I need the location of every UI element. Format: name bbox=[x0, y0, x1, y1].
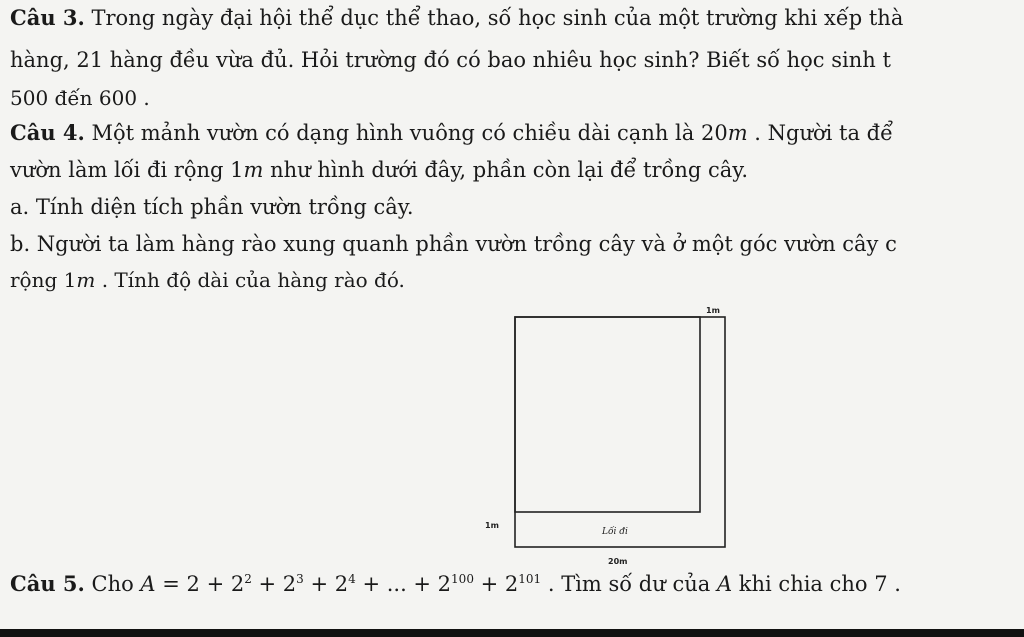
q5-exp-3: 3 bbox=[296, 572, 304, 586]
q4-part-b-line-2 bbox=[10, 268, 405, 292]
q4-line-2 bbox=[10, 158, 748, 182]
q5-suffix-a: . Tìm số dư của bbox=[541, 572, 717, 596]
q5-exp-101: 101 bbox=[518, 572, 542, 586]
q3-line-1 bbox=[10, 6, 903, 30]
bottom-border bbox=[0, 629, 1024, 637]
q3-text-1: Trong ngày đại hội thể dục thể thao, số học sinh của một trường khi xếp thà bbox=[84, 6, 904, 30]
q3-line-2: hàng, 21 hàng đều vừa đủ. Hỏi trường đó có bao nhiêu học sinh? Biết số học sinh t bbox=[10, 48, 891, 72]
q5-var-a-2: A bbox=[716, 572, 733, 596]
q4-part-b-line-1: b. Người ta làm hàng rào xung quanh phần vườn trồng cây và ở một góc vườn cây c bbox=[10, 232, 897, 256]
q5-plus-3: + 2 bbox=[473, 572, 519, 596]
q4-unit-1: m bbox=[727, 121, 748, 145]
q4-unit-3: m bbox=[76, 268, 96, 292]
q4-text-1a: Một mảnh vườn có dạng hình vuông có chiều dài cạnh là 20 bbox=[84, 121, 728, 145]
q4-label: Câu 4. bbox=[10, 120, 85, 145]
q5-plus-2: + 2 bbox=[303, 572, 349, 596]
q4-text-1b: . Người ta để bbox=[747, 121, 894, 145]
q5-label: Câu 5. bbox=[10, 571, 85, 596]
q3-label: Câu 3. bbox=[10, 5, 85, 30]
garden-planting-area bbox=[515, 317, 700, 512]
q4-text-2a: vườn làm lối đi rộng 1 bbox=[10, 158, 244, 182]
q3-line-3: 500 đến 600 . bbox=[10, 86, 150, 110]
q5-exp-2: 2 bbox=[244, 572, 252, 586]
q4-line-1 bbox=[10, 121, 893, 145]
q5-plus-1: + 2 bbox=[251, 572, 297, 596]
q5-expr-start: = 2 + 2 bbox=[155, 572, 245, 596]
garden-figure bbox=[470, 300, 750, 570]
q5-exp-4: 4 bbox=[348, 572, 356, 586]
q5-dots: + ... + 2 bbox=[355, 572, 452, 596]
q5-var-a: A bbox=[140, 572, 156, 596]
label-top-width: 1m bbox=[706, 306, 720, 315]
q4-part-a: a. Tính diện tích phần vườn trồng cây. bbox=[10, 195, 414, 219]
label-path: Lối đi bbox=[602, 527, 628, 537]
label-side-length: 20m bbox=[608, 557, 628, 566]
q4-unit-2: m bbox=[243, 158, 264, 182]
label-left-width: 1m bbox=[485, 521, 499, 530]
q5-prefix: Cho bbox=[84, 572, 141, 596]
q4-text-2b: như hình dưới đây, phần còn lại để trồng cây. bbox=[263, 158, 749, 182]
q5-exp-100: 100 bbox=[451, 572, 474, 586]
q4-part-b-text-b: . Tính độ dài của hàng rào đó. bbox=[95, 268, 405, 292]
q4-part-b-text-a: rộng 1 bbox=[10, 268, 77, 292]
q5-line bbox=[10, 572, 901, 596]
q5-suffix-b: khi chia cho 7 . bbox=[732, 572, 901, 596]
